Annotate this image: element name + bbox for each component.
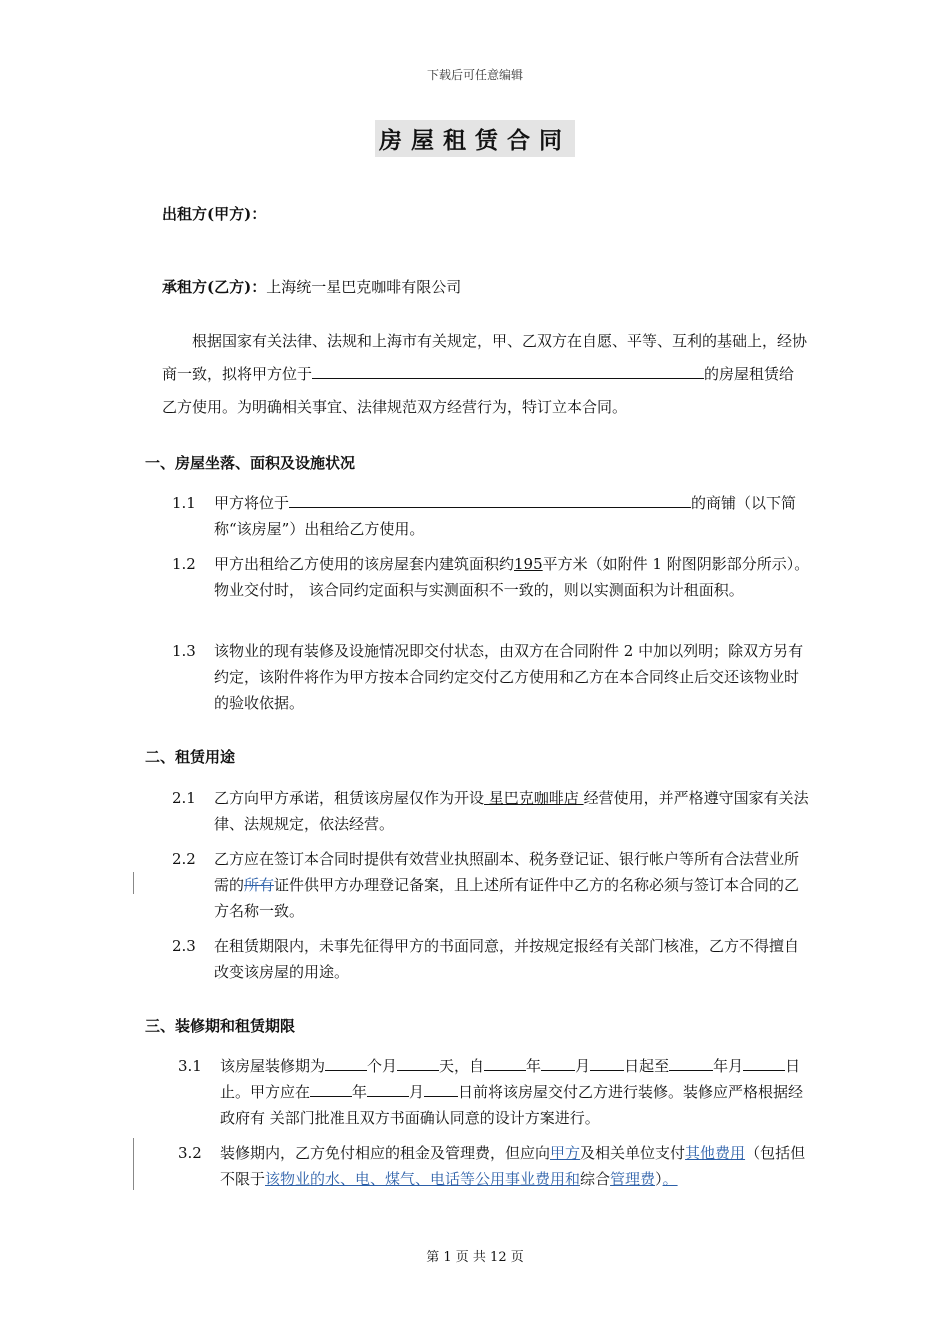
lessee-name: 上海统一星巴克咖啡有限公司 bbox=[266, 278, 462, 296]
clause-text-part: 甲方将位于 bbox=[214, 494, 290, 512]
clause-text-part: 证件供甲方办理登记备案，且上述所有证件中乙方的名称必须与签订本合同的乙方名称一致。 bbox=[214, 876, 800, 920]
store-name: 星巴克咖啡店 bbox=[484, 789, 584, 807]
clause-text-part: 甲方出租给乙方使用的该房屋套内建筑面积约 bbox=[214, 555, 515, 573]
intro-part1: 根据国家有关法律、法规和上海市有关规定，甲、乙双方在自愿、平等、互利的基础上，经协商一致，拟将甲方位于 bbox=[162, 332, 808, 383]
clause-3-1 bbox=[178, 1053, 808, 1131]
clause-1-2 bbox=[172, 551, 812, 603]
clause-text-part: 乙方应在签订本合同时提供有效营业执照副本、税务登记证、银行帐户等所有合法营业所需的 bbox=[214, 850, 800, 894]
month-blank bbox=[541, 1055, 575, 1071]
clause-text-part: 日前将该房屋交付乙方进行装修。装修应严格根据经政府有 关部门批准且双方书面确认同意的设计方案进行。 bbox=[220, 1083, 804, 1127]
clause-text-part: 及相关单位支付 bbox=[580, 1144, 686, 1162]
lessor-label: 出租方(甲方)： bbox=[162, 205, 267, 223]
section1-title: 一、房屋坐落、面积及设施状况 bbox=[145, 454, 356, 472]
clause-1-1 bbox=[172, 490, 812, 542]
year-blank bbox=[310, 1081, 352, 1097]
clause-text-part: 该房屋装修期为 bbox=[220, 1057, 326, 1075]
clause-text-part: 经营使用，并严格遵守国家有关法律、法规规定，依法经营。 bbox=[214, 789, 809, 833]
clause-text-part: 的商铺（以下简称“该房屋”）出租给乙方使用。 bbox=[214, 494, 797, 538]
clause-text bbox=[220, 1140, 808, 1192]
clause-text bbox=[214, 785, 812, 837]
clause-text-part: 平方米（如附件 1 附图阴影部分所示）。物业交付时， 该合同约定面积与实测面积不一致的，则以实测面积为计租面积。 bbox=[214, 555, 810, 599]
clause-text-part: 综合 bbox=[580, 1170, 611, 1188]
day-count-blank bbox=[397, 1055, 439, 1071]
clause-text-part: 年 bbox=[713, 1057, 729, 1075]
clause-text-part: 年 bbox=[526, 1057, 542, 1075]
lessee-line bbox=[162, 276, 461, 297]
revised-text: 该物业的水、电、煤气、电话等公用事业费用和 bbox=[265, 1170, 581, 1188]
clause-text-part: 月 bbox=[728, 1057, 744, 1075]
revised-text: 甲方 bbox=[550, 1144, 581, 1162]
month-blank bbox=[367, 1081, 409, 1097]
document-title-text: 房屋租赁合同 bbox=[375, 120, 575, 157]
clause-text-part: 月 bbox=[409, 1083, 425, 1101]
intro-part2: 的 bbox=[704, 365, 720, 383]
clause-number: 1.3 bbox=[172, 642, 196, 660]
clause-3-2 bbox=[178, 1140, 808, 1192]
clause-text bbox=[220, 1053, 808, 1131]
page-footer: 第 1 页 共 12 页 bbox=[426, 1250, 524, 1265]
revised-text: 管理费 bbox=[610, 1170, 656, 1188]
clause-text-part: 装修期内，乙方免付相应的租金及管理费，但应向 bbox=[220, 1144, 551, 1162]
clause-number: 3.1 bbox=[178, 1057, 202, 1075]
clause-number: 1.1 bbox=[172, 494, 196, 512]
year-blank bbox=[484, 1055, 526, 1071]
clause-text-part: 日起至 bbox=[624, 1057, 670, 1075]
clause-text: 在租赁期限内，未事先征得甲方的书面同意，并按规定报经有关部门核准，乙方不得擅自改变该房屋的用途。 bbox=[214, 937, 800, 981]
month-count-blank bbox=[325, 1055, 367, 1071]
day-blank bbox=[590, 1055, 624, 1071]
clause-number: 3.2 bbox=[178, 1144, 202, 1162]
location-blank bbox=[312, 363, 704, 379]
intro-part3: 房屋租赁给乙方使用。为明确相关事宜、法律规范双方经营行为，特订立本合同。 bbox=[162, 365, 795, 416]
header-note: 下载后可任意编辑 bbox=[426, 68, 523, 82]
clause-number: 2.1 bbox=[172, 789, 196, 807]
clause-text: 该物业的现有装修及设施情况即交付状态，由双方在合同附件 2 中加以列明；除双方另有约定，该附件将作为甲方按本合同约定交付乙方使用和乙方在本合同终止后交还该物业时的验收依据。 bbox=[214, 642, 804, 712]
clause-number: 1.2 bbox=[172, 555, 196, 573]
clause-text-part: 个月 bbox=[367, 1057, 398, 1075]
lessee-label: 承租方(乙方)： bbox=[162, 278, 267, 296]
area-value: 195 bbox=[514, 555, 543, 573]
clause-text bbox=[214, 846, 812, 924]
revised-text: 其他费用 bbox=[685, 1144, 746, 1162]
revision-bar bbox=[133, 1138, 134, 1190]
day-blank bbox=[743, 1055, 785, 1071]
clause-number: 2.3 bbox=[172, 937, 196, 955]
location-blank bbox=[289, 492, 691, 508]
year-blank bbox=[669, 1055, 713, 1071]
clause-text-part: 月 bbox=[575, 1057, 591, 1075]
clause-1-3 bbox=[172, 638, 812, 716]
section2-title: 二、租赁用途 bbox=[145, 748, 236, 766]
section3-title: 三、装修期和租赁期限 bbox=[145, 1017, 296, 1035]
clause-text-part: （包括但不限于 bbox=[220, 1144, 806, 1188]
clause-text bbox=[214, 490, 812, 542]
document-title bbox=[0, 120, 950, 157]
clause-2-1 bbox=[172, 785, 812, 837]
lessor-line bbox=[162, 203, 266, 224]
clause-text-part: 日止。甲方应在 bbox=[220, 1057, 801, 1101]
clause-text bbox=[214, 551, 812, 603]
clause-number: 2.2 bbox=[172, 850, 196, 868]
clause-text-part: 天，自 bbox=[439, 1057, 485, 1075]
clause-2-3 bbox=[172, 933, 812, 985]
clause-text-part: ） bbox=[655, 1170, 663, 1188]
clause-text-part: 乙方向甲方承诺，租赁该房屋仅作为开设 bbox=[214, 789, 485, 807]
intro-paragraph bbox=[162, 325, 807, 424]
revision-bar bbox=[133, 872, 134, 894]
clause-text-part: 年 bbox=[352, 1083, 368, 1101]
deleted-text: 所有 bbox=[244, 876, 275, 894]
day-blank bbox=[424, 1081, 458, 1097]
clause-2-2 bbox=[172, 846, 812, 924]
revised-text: 。 bbox=[662, 1170, 678, 1188]
